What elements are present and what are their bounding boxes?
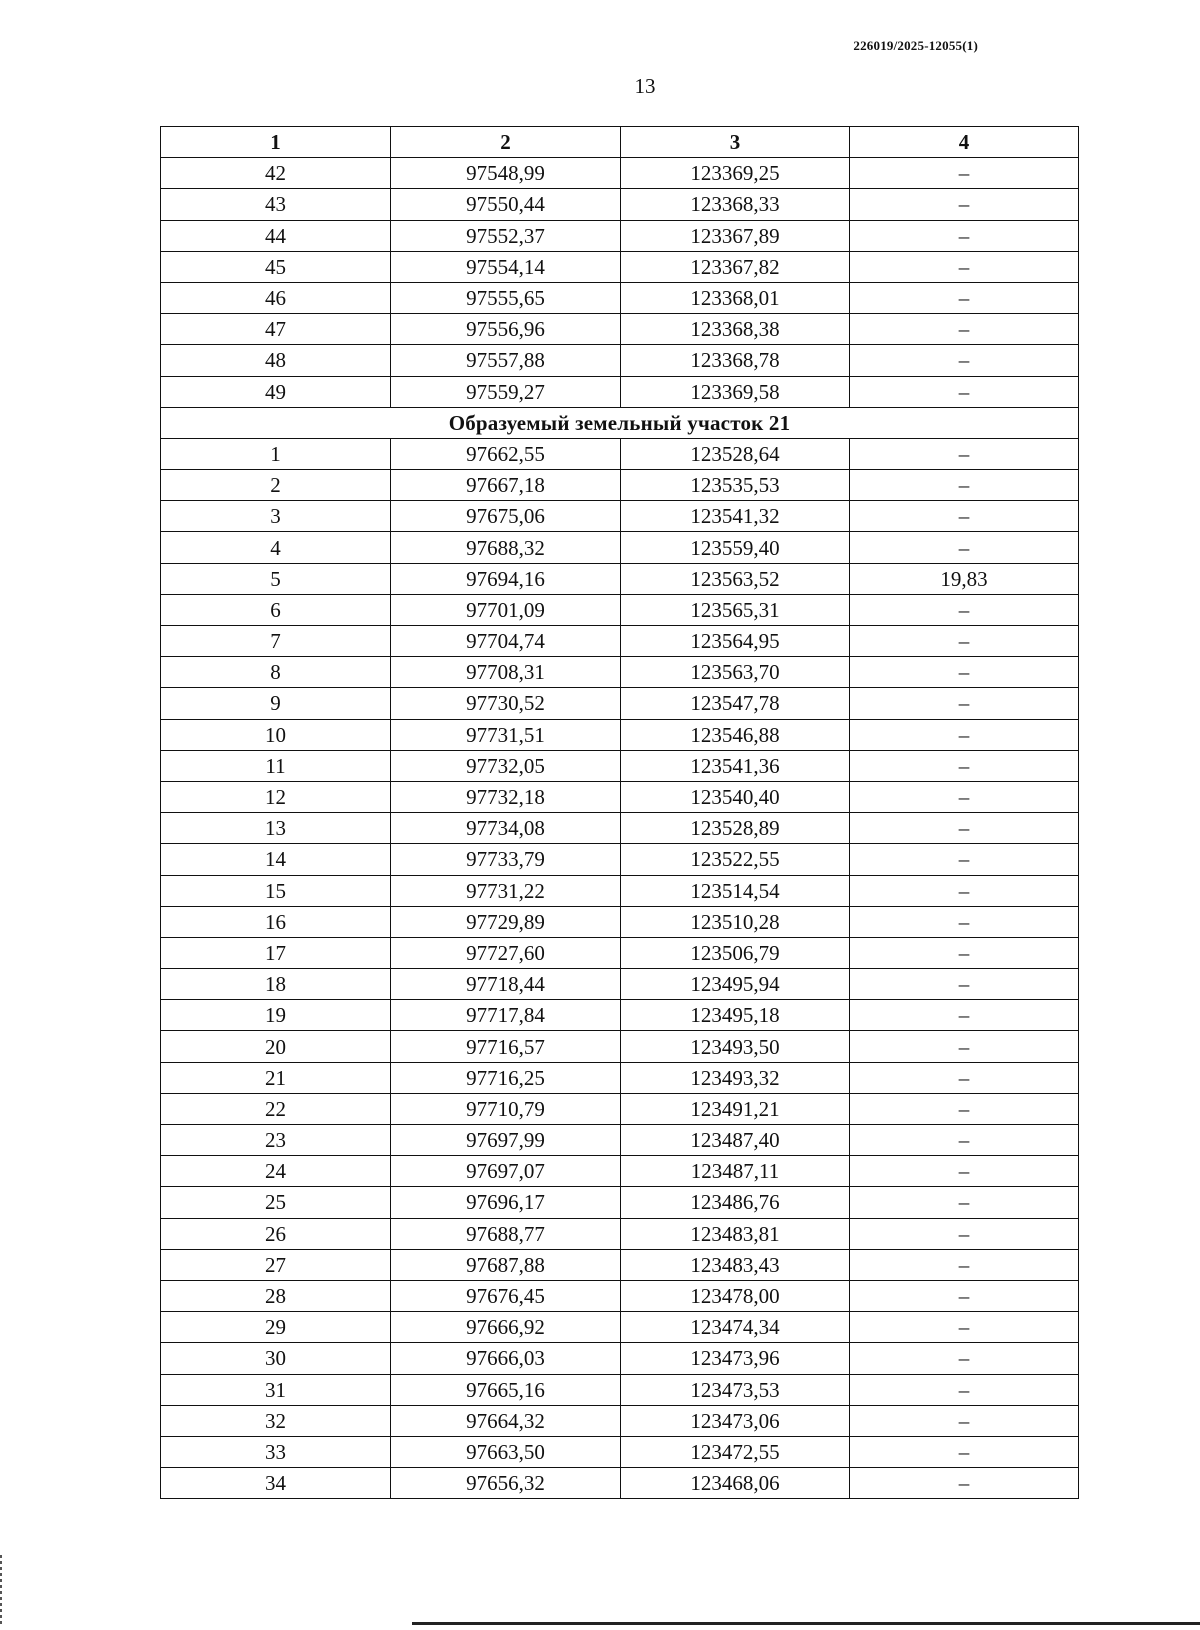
column-header: 2 [391, 127, 621, 158]
table-cell: 123546,88 [621, 719, 850, 750]
table-row [161, 1062, 1079, 1093]
table-cell: 123565,31 [621, 594, 850, 625]
table-row [161, 688, 1079, 719]
table-cell: 13 [161, 813, 391, 844]
table-cell: – [850, 1000, 1079, 1031]
table-cell: 49 [161, 376, 391, 407]
table-row [161, 844, 1079, 875]
table-cell: – [850, 1436, 1079, 1467]
table-row [161, 937, 1079, 968]
table-cell: 22 [161, 1093, 391, 1124]
table-cell: 123474,34 [621, 1312, 850, 1343]
table-row [161, 1000, 1079, 1031]
table-cell: 123528,64 [621, 438, 850, 469]
table-row [161, 470, 1079, 501]
table-cell: – [850, 1093, 1079, 1124]
table-cell: 97666,03 [391, 1343, 621, 1374]
table-cell: 97734,08 [391, 813, 621, 844]
table-cell: 123522,55 [621, 844, 850, 875]
table-row [161, 1249, 1079, 1280]
table-row [161, 719, 1079, 750]
table-cell: 21 [161, 1062, 391, 1093]
table-row [161, 282, 1079, 313]
coordinates-table [160, 126, 1079, 1499]
table-row [161, 189, 1079, 220]
table-cell: 2 [161, 470, 391, 501]
table-cell: 10 [161, 719, 391, 750]
table-cell: 97555,65 [391, 282, 621, 313]
table-cell: 97732,18 [391, 781, 621, 812]
table-row [161, 969, 1079, 1000]
table-cell: 123368,78 [621, 345, 850, 376]
table-cell: – [850, 282, 1079, 313]
table-cell: 123487,11 [621, 1156, 850, 1187]
table-cell: – [850, 345, 1079, 376]
document-id: 226019/2025-12055(1) [853, 38, 978, 53]
table-cell: – [850, 1312, 1079, 1343]
table-cell: 45 [161, 251, 391, 282]
table-cell: – [850, 969, 1079, 1000]
scan-margin-mark [0, 1555, 2, 1625]
table-cell: 97697,99 [391, 1125, 621, 1156]
table-cell: 123478,00 [621, 1280, 850, 1311]
table-cell: 44 [161, 220, 391, 251]
table-cell: 97696,17 [391, 1187, 621, 1218]
table-cell: 97552,37 [391, 220, 621, 251]
table-cell: 97716,25 [391, 1062, 621, 1093]
table-cell: 97694,16 [391, 563, 621, 594]
table-cell: 97716,57 [391, 1031, 621, 1062]
table-cell: 97727,60 [391, 937, 621, 968]
table-cell: 97675,06 [391, 501, 621, 532]
table-row [161, 532, 1079, 563]
table-cell: 29 [161, 1312, 391, 1343]
table-cell: 97688,32 [391, 532, 621, 563]
table-cell: – [850, 532, 1079, 563]
table-cell: 27 [161, 1249, 391, 1280]
table-cell: 42 [161, 158, 391, 189]
table-cell: 123547,78 [621, 688, 850, 719]
table-row [161, 813, 1079, 844]
table-row [161, 1156, 1079, 1187]
table-cell: 97710,79 [391, 1093, 621, 1124]
table-cell: – [850, 626, 1079, 657]
table-cell: 97718,44 [391, 969, 621, 1000]
table-cell: 97656,32 [391, 1468, 621, 1499]
table-cell: 12 [161, 781, 391, 812]
table-cell: – [850, 844, 1079, 875]
section-header [161, 407, 1079, 438]
table-row [161, 781, 1079, 812]
table-cell: 97731,22 [391, 875, 621, 906]
table-row [161, 1093, 1079, 1124]
table-cell: 123468,06 [621, 1468, 850, 1499]
table-row [161, 657, 1079, 688]
header-row [161, 127, 1079, 158]
table-cell: 19 [161, 1000, 391, 1031]
table-row [161, 750, 1079, 781]
table-cell: 48 [161, 345, 391, 376]
table-cell: 97664,32 [391, 1405, 621, 1436]
table-cell: 14 [161, 844, 391, 875]
table-cell: – [850, 1280, 1079, 1311]
table-cell: – [850, 158, 1079, 189]
table-cell: – [850, 376, 1079, 407]
table-cell: – [850, 1468, 1079, 1499]
table-cell: 33 [161, 1436, 391, 1467]
table-header [161, 127, 1079, 158]
table-cell: – [850, 813, 1079, 844]
table-cell: 43 [161, 189, 391, 220]
table-cell: 123369,58 [621, 376, 850, 407]
table-cell: 47 [161, 314, 391, 345]
table-cell: – [850, 314, 1079, 345]
table-cell: 1 [161, 438, 391, 469]
table-cell: 123486,76 [621, 1187, 850, 1218]
table-cell: 123368,38 [621, 314, 850, 345]
table-cell: 123368,33 [621, 189, 850, 220]
table-cell: 97667,18 [391, 470, 621, 501]
column-header: 4 [850, 127, 1079, 158]
table-row [161, 438, 1079, 469]
table-row [161, 251, 1079, 282]
table-cell: 31 [161, 1374, 391, 1405]
table-cell: 123528,89 [621, 813, 850, 844]
table-cell: 123510,28 [621, 906, 850, 937]
section-title: Образуемый земельный участок 21 [161, 407, 1079, 438]
table-cell: 97663,50 [391, 1436, 621, 1467]
table-cell: 25 [161, 1187, 391, 1218]
table-row [161, 1312, 1079, 1343]
table-cell: – [850, 438, 1079, 469]
table-cell: 123540,40 [621, 781, 850, 812]
table-cell: 123473,53 [621, 1374, 850, 1405]
table-row [161, 1125, 1079, 1156]
table-cell: – [850, 719, 1079, 750]
table-cell: 28 [161, 1280, 391, 1311]
table-cell: 97666,92 [391, 1312, 621, 1343]
table-cell: 4 [161, 532, 391, 563]
table-cell: 123367,82 [621, 251, 850, 282]
table-cell: – [850, 501, 1079, 532]
table-cell: 97717,84 [391, 1000, 621, 1031]
table-cell: – [850, 594, 1079, 625]
table-cell: 97557,88 [391, 345, 621, 376]
table-cell: 97731,51 [391, 719, 621, 750]
table-cell: – [850, 1062, 1079, 1093]
table-cell: – [850, 1156, 1079, 1187]
table-cell: 18 [161, 969, 391, 1000]
table-cell: 97676,45 [391, 1280, 621, 1311]
table-cell: 123483,43 [621, 1249, 850, 1280]
table-row [161, 1280, 1079, 1311]
table-cell: 123563,70 [621, 657, 850, 688]
table-row [161, 501, 1079, 532]
table-cell: 97550,44 [391, 189, 621, 220]
table-cell: 32 [161, 1405, 391, 1436]
table-row [161, 906, 1079, 937]
table-cell: 123535,53 [621, 470, 850, 501]
table-cell: 97688,77 [391, 1218, 621, 1249]
table-cell: 123473,06 [621, 1405, 850, 1436]
table-cell: 123541,32 [621, 501, 850, 532]
table-cell: 97556,96 [391, 314, 621, 345]
table-cell: – [850, 781, 1079, 812]
table-cell: 97732,05 [391, 750, 621, 781]
table-row [161, 1374, 1079, 1405]
table-cell: 123541,36 [621, 750, 850, 781]
table-cell: 97559,27 [391, 376, 621, 407]
table-cell: 8 [161, 657, 391, 688]
page-number: 13 [634, 74, 656, 98]
table-cell: 97554,14 [391, 251, 621, 282]
table-row [161, 1468, 1079, 1499]
table-cell: – [850, 1125, 1079, 1156]
table-row [161, 345, 1079, 376]
table-row [161, 158, 1079, 189]
table-cell: 97701,09 [391, 594, 621, 625]
table-cell: 97548,99 [391, 158, 621, 189]
table-cell: 11 [161, 750, 391, 781]
table-body-previous-parcel [161, 158, 1079, 408]
table-cell: 97730,52 [391, 688, 621, 719]
table-cell: 3 [161, 501, 391, 532]
table-cell: 5 [161, 563, 391, 594]
table-row [161, 220, 1079, 251]
table-cell: – [850, 1374, 1079, 1405]
table-cell: 123472,55 [621, 1436, 850, 1467]
table-cell: 16 [161, 906, 391, 937]
table-cell: – [850, 1218, 1079, 1249]
table-cell: 123563,52 [621, 563, 850, 594]
table-cell: – [850, 906, 1079, 937]
table-cell: – [850, 657, 1079, 688]
table-cell: – [850, 1249, 1079, 1280]
table-cell: 123473,96 [621, 1343, 850, 1374]
table-row [161, 1343, 1079, 1374]
table-cell: – [850, 1343, 1079, 1374]
table-cell: 30 [161, 1343, 391, 1374]
column-header: 3 [621, 127, 850, 158]
table-cell: 17 [161, 937, 391, 968]
table-cell: – [850, 470, 1079, 501]
table-cell: 20 [161, 1031, 391, 1062]
table-cell: 123367,89 [621, 220, 850, 251]
table-row [161, 1218, 1079, 1249]
table-cell: 7 [161, 626, 391, 657]
table-cell: 97687,88 [391, 1249, 621, 1280]
table-cell: 34 [161, 1468, 391, 1499]
table-row [161, 1436, 1079, 1467]
table-cell: 6 [161, 594, 391, 625]
table-cell: 97708,31 [391, 657, 621, 688]
table-cell: – [850, 220, 1079, 251]
table-cell: – [850, 251, 1079, 282]
table-row [161, 314, 1079, 345]
table-cell: 19,83 [850, 563, 1079, 594]
table-cell: 97662,55 [391, 438, 621, 469]
table-cell: – [850, 750, 1079, 781]
table-cell: 123514,54 [621, 875, 850, 906]
table-cell: – [850, 1405, 1079, 1436]
table-row [161, 594, 1079, 625]
table-cell: – [850, 937, 1079, 968]
table-cell: 15 [161, 875, 391, 906]
table-cell: 97729,89 [391, 906, 621, 937]
section-row [161, 407, 1079, 438]
table-cell: 9 [161, 688, 391, 719]
table-cell: – [850, 189, 1079, 220]
table-row [161, 1031, 1079, 1062]
table-row [161, 1187, 1079, 1218]
table-cell: 123495,18 [621, 1000, 850, 1031]
table-row [161, 875, 1079, 906]
table-cell: 123369,25 [621, 158, 850, 189]
table-cell: 26 [161, 1218, 391, 1249]
table-cell: – [850, 1187, 1079, 1218]
table-cell: 123483,81 [621, 1218, 850, 1249]
table-row [161, 626, 1079, 657]
table-row [161, 1405, 1079, 1436]
column-header: 1 [161, 127, 391, 158]
table-body-parcel-21 [161, 438, 1079, 1498]
table-cell: 123368,01 [621, 282, 850, 313]
table-cell: – [850, 875, 1079, 906]
scan-bottom-edge [412, 1622, 1200, 1625]
table-row [161, 376, 1079, 407]
table-cell: 97697,07 [391, 1156, 621, 1187]
table-cell: 123491,21 [621, 1093, 850, 1124]
table-cell: 97665,16 [391, 1374, 621, 1405]
table-cell: 46 [161, 282, 391, 313]
table-cell: 24 [161, 1156, 391, 1187]
table-cell: 123564,95 [621, 626, 850, 657]
table-cell: – [850, 1031, 1079, 1062]
table-cell: 23 [161, 1125, 391, 1156]
table-cell: 123495,94 [621, 969, 850, 1000]
table-row [161, 563, 1079, 594]
table-cell: 97733,79 [391, 844, 621, 875]
table-cell: 123559,40 [621, 532, 850, 563]
table-cell: 97704,74 [391, 626, 621, 657]
table-cell: 123487,40 [621, 1125, 850, 1156]
table-cell: 123493,50 [621, 1031, 850, 1062]
table-cell: 123506,79 [621, 937, 850, 968]
table-cell: – [850, 688, 1079, 719]
table-cell: 123493,32 [621, 1062, 850, 1093]
